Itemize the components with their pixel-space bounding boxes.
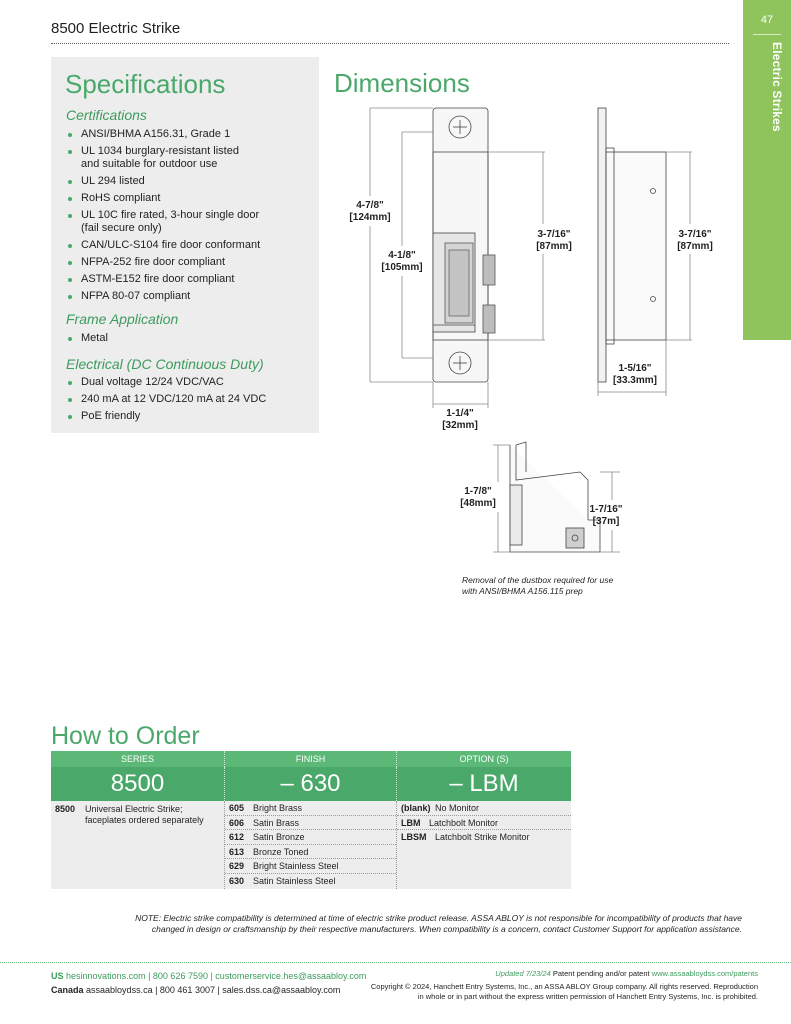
- list-item: UL 294 listed: [66, 175, 306, 188]
- finish-code: 630: [229, 875, 245, 886]
- finish-code: 606: [229, 817, 245, 828]
- list-item: Metal: [66, 332, 108, 345]
- canada-contact[interactable]: assaabloydss.ca | 800 461 3007 | sales.dss.ca@assaabloy.com: [86, 985, 341, 995]
- order-body: [51, 801, 571, 889]
- option-desc: Latchbolt Monitor: [429, 817, 499, 828]
- table-row: [225, 816, 396, 831]
- electrical-list: [66, 376, 266, 427]
- canada-label: Canada: [51, 985, 84, 995]
- order-example-row: [51, 767, 571, 801]
- side-height-inch: 3-7/16": [678, 229, 712, 240]
- table-row: [225, 845, 396, 860]
- finish-code: 629: [229, 861, 245, 872]
- finish-column: [225, 801, 397, 889]
- electrical-heading: Electrical (DC Continuous Duty): [66, 356, 264, 372]
- finish-desc: Satin Brass: [253, 817, 300, 828]
- option-header: OPTION (S): [459, 754, 509, 764]
- depth-mm: [33.3mm]: [613, 375, 657, 386]
- side-tab: [743, 0, 791, 340]
- list-item: NFPA-252 fire door compliant: [66, 256, 306, 269]
- finish-code: 612: [229, 832, 245, 843]
- finish-desc: Bronze Toned: [253, 846, 309, 857]
- how-to-order-title: How to Order: [51, 722, 200, 750]
- table-row: [397, 816, 571, 831]
- body-height-inch: 4-1/8": [388, 250, 416, 261]
- list-item: Dual voltage 12/24 VDC/VAC: [66, 376, 266, 389]
- finish-code: 605: [229, 803, 245, 813]
- finish-desc: Satin Stainless Steel: [253, 875, 336, 886]
- option-column: [397, 801, 571, 889]
- footer-legal: [360, 969, 758, 1002]
- footer-contacts: [51, 969, 366, 997]
- finish-desc: Satin Bronze: [253, 832, 305, 843]
- us-contact[interactable]: hesinnovations.com | 800 626 7590 | customerservice.hes@assaabloy.com: [66, 971, 367, 981]
- table-row: [225, 830, 396, 845]
- finish-header: FINISH: [225, 751, 397, 767]
- list-item: CAN/ULC-S104 fire door conformant: [66, 239, 306, 252]
- table-row: [397, 830, 571, 845]
- title-divider: [51, 43, 729, 44]
- copyright-line-1: Copyright © 2024, Hanchett Entry Systems, Inc., an ASSA ABLOY Group company. All rights reserved. Reproduction: [370, 982, 758, 991]
- order-header-row: [51, 751, 571, 767]
- width-inch: 1-1/4": [446, 408, 474, 419]
- patent-text: Patent pending and/or patent: [552, 969, 650, 978]
- depth-inch: 1-5/16": [618, 363, 652, 374]
- specifications-title: Specifications: [65, 69, 226, 99]
- top-depth-inch: 1-7/8": [464, 486, 492, 497]
- width-mm: [32mm]: [442, 420, 478, 431]
- order-table: [51, 751, 571, 889]
- dimensions-title: Dimensions: [334, 68, 470, 98]
- dimension-drawing: [330, 100, 730, 560]
- example-option: – LBM: [449, 770, 519, 797]
- top-height-mm: [37m]: [592, 516, 620, 527]
- specifications-panel: [51, 57, 319, 433]
- list-item: UL 10C fire rated, 3-hour single door (fail secure only): [66, 209, 266, 235]
- certifications-heading: Certifications: [66, 107, 147, 123]
- option-desc: No Monitor: [435, 803, 480, 813]
- compatibility-note: NOTE: Electric strike compatibility is determined at time of electric strike product release. ASSA ABLOY is not responsible for incompatibility of products that have changed in design or craftsmanship by their respective manufacturers. When compatibility is a concern, contact Customer Support for application assistance.: [135, 913, 742, 934]
- series-header: SERIES: [51, 751, 225, 767]
- series-desc: Universal Electric Strike; faceplates ordered separately: [85, 804, 204, 825]
- series-column: [51, 801, 225, 889]
- option-code: (blank): [401, 803, 431, 813]
- list-item: PoE friendly: [66, 410, 266, 423]
- opening-height-mm: [87mm]: [536, 241, 572, 252]
- example-series: 8500: [51, 767, 225, 801]
- list-item: 240 mA at 12 VDC/120 mA at 24 VDC: [66, 393, 266, 406]
- series-code: 8500: [55, 804, 76, 814]
- side-tab-label: Electric Strikes: [770, 42, 784, 132]
- tab-divider: [753, 34, 781, 35]
- table-row: [225, 859, 396, 874]
- table-row: [225, 874, 396, 889]
- copyright-line-2: in whole or in part without the express written permission of Hanchett Entry Systems, Inc. is prohibited.: [417, 992, 758, 1001]
- frame-list: [66, 332, 108, 349]
- us-label: US: [51, 971, 64, 981]
- list-item: ASTM-E152 fire door compliant: [66, 273, 306, 286]
- option-desc: Latchbolt Strike Monitor: [435, 832, 530, 843]
- updated-date: Updated 7/23/24: [495, 969, 551, 978]
- list-item: ANSI/BHMA A156.31, Grade 1: [66, 128, 306, 141]
- document-title: 8500 Electric Strike: [51, 20, 181, 37]
- certifications-list: [66, 128, 306, 307]
- opening-height-inch: 3-7/16": [537, 229, 571, 240]
- series-row: [55, 804, 220, 826]
- overall-height-inch: 4-7/8": [356, 200, 384, 211]
- page-number: 47: [760, 14, 774, 26]
- overall-height-mm: [124mm]: [349, 212, 391, 223]
- list-item: RoHS compliant: [66, 192, 306, 205]
- dustbox-note: Removal of the dustbox required for use with ANSI/BHMA A156.115 prep: [462, 575, 614, 596]
- finish-desc: Bright Brass: [253, 803, 303, 813]
- option-code: LBM: [401, 817, 421, 828]
- patent-link[interactable]: www.assaabloydss.com/patents: [651, 969, 758, 978]
- example-finish: – 630: [225, 767, 397, 801]
- finish-code: 613: [229, 846, 245, 857]
- option-code: LBSM: [401, 832, 427, 843]
- finish-desc: Bright Stainless Steel: [253, 861, 339, 872]
- table-row: [225, 801, 396, 816]
- body-height-mm: [105mm]: [381, 262, 423, 273]
- list-item: NFPA 80-07 compliant: [66, 290, 306, 303]
- frame-heading: Frame Application: [66, 311, 179, 327]
- top-height-inch: 1-7/16": [589, 504, 623, 515]
- list-item: UL 1034 burglary-resistant listed and suitable for outdoor use: [66, 145, 246, 171]
- side-height-mm: [87mm]: [677, 241, 713, 252]
- top-depth-mm: [48mm]: [460, 498, 496, 509]
- table-row: [397, 801, 571, 816]
- footer-divider: [0, 962, 791, 963]
